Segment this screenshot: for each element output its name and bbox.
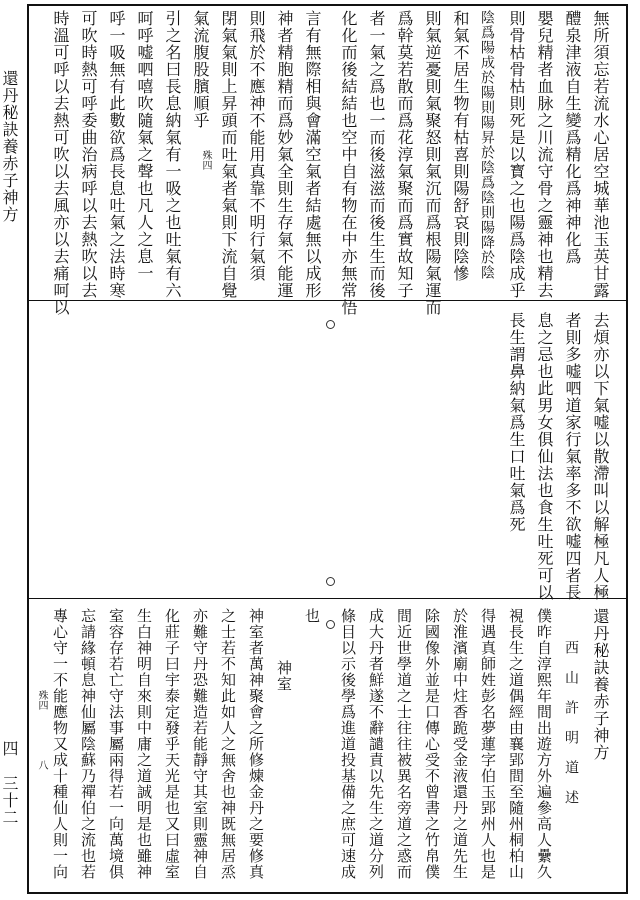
inline-note: 八 bbox=[36, 760, 47, 770]
text-column: 於淮濱廟中炷香跪受金液還丹之道先生 bbox=[451, 608, 469, 880]
text-column: 則氣逆憂則氣聚怒則氣沉而爲根陽氣運而 bbox=[423, 10, 442, 316]
binding-hole bbox=[326, 577, 335, 586]
text-column: 息之忌也此男女俱仙法也食生吐死可以 bbox=[535, 312, 554, 601]
text-column: 僕昨自淳熙年間出遊方外遍參高人纍久 bbox=[535, 608, 553, 880]
text-column: 無所須忘若流水心居空城華池玉英甘露 bbox=[591, 10, 610, 299]
binding-hole bbox=[326, 320, 335, 329]
margin-page-number: 四 bbox=[0, 740, 19, 757]
text-column: 神者精胞精而爲妙氣全則生存氣不能運 bbox=[275, 10, 294, 299]
text-column: 陰爲陽成於陽則陽昇於陰爲陰則陽降於陰 bbox=[479, 10, 495, 280]
text-column: 引之名曰長息納氣有一吸之也吐氣有六 bbox=[163, 10, 182, 299]
inline-note: 殊四 bbox=[200, 150, 211, 170]
text-column: 者一氣之爲也一而後滋滋而後生生而後 bbox=[367, 10, 386, 299]
text-column: 成大丹者鮮遂不辭譴責以先生之道分列 bbox=[367, 608, 385, 880]
text-column: 專心守一不能應物又成十種仙人則一向 bbox=[51, 608, 69, 880]
text-column: 化化而後結結也空中自有物在中亦無常悟 bbox=[339, 10, 358, 316]
text-column: 閉氣氣則上昇頭而吐氣者氣則下流自覺 bbox=[219, 10, 238, 299]
inline-note: 殊四 bbox=[36, 690, 47, 710]
text-column: 生白神明自來則中庸之道誠明是也雖神 bbox=[135, 608, 153, 880]
text-column: 長生謂鼻納氣爲生口吐氣爲死 bbox=[507, 312, 526, 533]
section-title: 神室 bbox=[275, 660, 293, 692]
text-column: 時溫可呼以去熱可吹以去風亦以去痛呵以 bbox=[51, 10, 70, 316]
binding-hole bbox=[326, 620, 335, 629]
text-column: 者則多嘘呬道家行氣率多不欲嘘四者長 bbox=[563, 312, 582, 601]
text-column: 可吹時熱可呼委曲治病呼以去熱吹以去 bbox=[79, 10, 98, 299]
text-column: 亦難守丹恐難造若能靜守其室則靈神自 bbox=[191, 608, 209, 880]
text-column: 室容存若亡守法事屬兩得若一向萬境俱 bbox=[107, 608, 125, 880]
text-column: 則骨枯骨枯則死是以寳之也陽爲陰成乎 bbox=[507, 10, 526, 299]
text-column: 爲幹莫若散而爲花淳氣聚而爲實故知子 bbox=[395, 10, 414, 299]
text-column: 和氣不居生物有枯喜則陽舒哀則陰慘 bbox=[451, 10, 470, 282]
divider-top bbox=[27, 300, 628, 301]
text-column: 化莊子曰宇泰定發乎天光是也又曰虛室 bbox=[163, 608, 181, 880]
text-column: 醴泉津液自生變爲精化爲神神化爲 bbox=[563, 10, 582, 265]
margin-book-title: 還丹秘訣養赤子神方 bbox=[0, 70, 19, 223]
text-column: 間近世學道之士往往被異名旁道之惑而 bbox=[395, 608, 413, 880]
text-column: 則飛於不應神不能用真靠不明行氣須 bbox=[247, 10, 266, 282]
text-column: 言有無際相與會滿空氣者結處無以成形 bbox=[303, 10, 322, 299]
text-column: 條目以示後學爲進道投基備之庶可速成 bbox=[339, 608, 357, 880]
text-column: 得遇真師姓彭名夢蓮字伯玉郢州人也是 bbox=[479, 608, 497, 880]
margin-page-code: 三十二 bbox=[0, 775, 19, 826]
text-column: 也 bbox=[303, 608, 321, 624]
text-column: 呼一吸無有此數欲爲長息吐氣之法時寒 bbox=[107, 10, 126, 299]
text-column: 之士若不知此如人之無舍也神既無居烝 bbox=[219, 608, 237, 880]
text-column: 呵呼嘘呬嘻吹隨氣之聲也凡人之息一 bbox=[135, 10, 154, 282]
text-column: 去煩亦以下氣嘘以散滯叫以解極凡人極 bbox=[591, 312, 610, 601]
text-column: 除國像外並是口傳心受不曾書之竹帛僕 bbox=[423, 608, 441, 880]
text-column: 忘請緣頓息神仙屬陰蘇乃禪伯之流也若 bbox=[79, 608, 97, 880]
book-title: 還丹秘訣養赤子神方 bbox=[591, 608, 610, 761]
text-column: 視長生之道偶經由襄郢間至隨州桐柏山 bbox=[507, 608, 525, 880]
author-line: 西 山 許 明 道 述 bbox=[563, 640, 579, 805]
text-column: 氣流腹股臏順乎 bbox=[191, 10, 210, 129]
text-column: 神室者萬神聚會之所修煉金丹之要修真 bbox=[247, 608, 265, 880]
text-column: 嬰兒精者血脉之川流守骨之靈神也精去 bbox=[535, 10, 554, 299]
